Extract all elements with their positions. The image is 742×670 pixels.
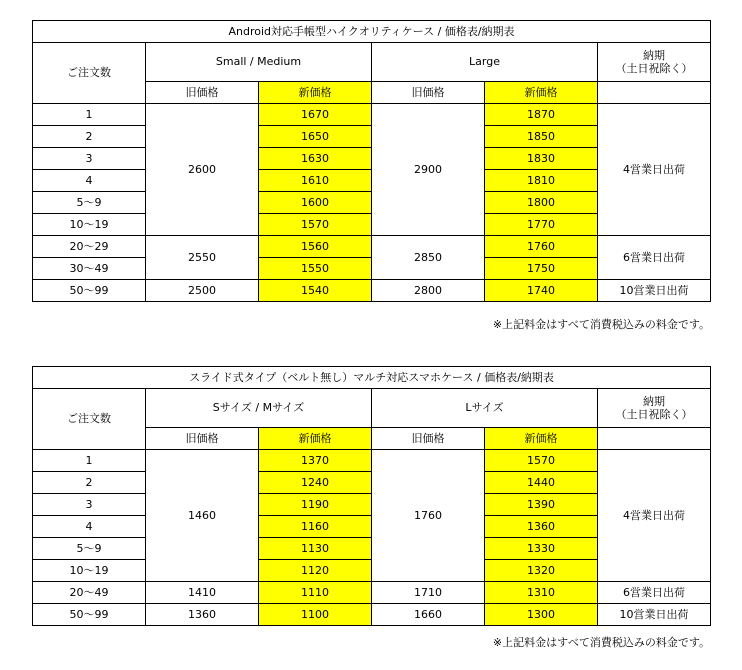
- qty-cell: 2: [33, 472, 146, 494]
- new-price-label: 新価格: [485, 428, 598, 450]
- price-table-android: [32, 20, 711, 302]
- qty-cell: 10〜19: [33, 560, 146, 582]
- new-price-s-m: 1100: [259, 604, 372, 626]
- footnote: ※上記料金はすべて消費税込みの料金です。: [492, 318, 710, 331]
- new-price-large: 1760: [485, 236, 598, 258]
- old-price-l: 1760: [372, 450, 485, 582]
- delivery-cell: 6営業日出荷: [598, 236, 711, 280]
- new-price-large: 1870: [485, 104, 598, 126]
- old-price-large: 2850: [372, 236, 485, 280]
- qty-cell: 3: [33, 494, 146, 516]
- delivery-header-line1: 納期: [643, 394, 666, 408]
- old-price-large: 2900: [372, 104, 485, 236]
- delivery-cell: 6営業日出荷: [598, 582, 711, 604]
- new-price-large: 1770: [485, 214, 598, 236]
- new-price-small-medium: 1600: [259, 192, 372, 214]
- price-table-slide: [32, 366, 711, 626]
- delivery-subheader-empty: [598, 82, 711, 104]
- old-price-large: 2800: [372, 280, 485, 302]
- new-price-l: 1310: [485, 582, 598, 604]
- delivery-cell: 4営業日出荷: [598, 450, 711, 582]
- qty-cell: 1: [33, 450, 146, 472]
- qty-cell: 5〜9: [33, 192, 146, 214]
- new-price-small-medium: 1650: [259, 126, 372, 148]
- new-price-large: 1850: [485, 126, 598, 148]
- qty-cell: 50〜99: [33, 604, 146, 626]
- delivery-subheader-empty: [598, 428, 711, 450]
- qty-cell: 2: [33, 126, 146, 148]
- old-price-label: 旧価格: [146, 82, 259, 104]
- old-price-s-m: 1360: [146, 604, 259, 626]
- new-price-label: 新価格: [259, 82, 372, 104]
- qty-header: ご注文数: [33, 43, 146, 104]
- qty-cell: 4: [33, 516, 146, 538]
- new-price-l: 1570: [485, 450, 598, 472]
- old-price-l: 1660: [372, 604, 485, 626]
- qty-cell: 20〜49: [33, 582, 146, 604]
- new-price-large: 1830: [485, 148, 598, 170]
- new-price-large: 1800: [485, 192, 598, 214]
- footnote: ※上記料金はすべて消費税込みの料金です。: [492, 636, 710, 649]
- old-price-small-medium: 2600: [146, 104, 259, 236]
- qty-cell: 5〜9: [33, 538, 146, 560]
- old-price-label: 旧価格: [372, 428, 485, 450]
- new-price-small-medium: 1560: [259, 236, 372, 258]
- qty-cell: 30〜49: [33, 258, 146, 280]
- new-price-s-m: 1370: [259, 450, 372, 472]
- new-price-s-m: 1190: [259, 494, 372, 516]
- qty-cell: 3: [33, 148, 146, 170]
- size-header-s-m: Sサイズ / Mサイズ: [146, 389, 372, 428]
- qty-cell: 50〜99: [33, 280, 146, 302]
- new-price-l: 1320: [485, 560, 598, 582]
- qty-header: ご注文数: [33, 389, 146, 450]
- new-price-small-medium: 1570: [259, 214, 372, 236]
- new-price-small-medium: 1550: [259, 258, 372, 280]
- old-price-s-m: 1460: [146, 450, 259, 582]
- old-price-small-medium: 2550: [146, 236, 259, 280]
- delivery-cell: 10営業日出荷: [598, 604, 711, 626]
- new-price-l: 1360: [485, 516, 598, 538]
- new-price-small-medium: 1670: [259, 104, 372, 126]
- delivery-cell: 10営業日出荷: [598, 280, 711, 302]
- new-price-label: 新価格: [259, 428, 372, 450]
- size-header-l: Lサイズ: [372, 389, 598, 428]
- new-price-l: 1440: [485, 472, 598, 494]
- new-price-small-medium: 1610: [259, 170, 372, 192]
- delivery-header-line2: （土日祝除く）: [615, 62, 693, 75]
- new-price-l: 1300: [485, 604, 598, 626]
- old-price-small-medium: 2500: [146, 280, 259, 302]
- qty-cell: 10〜19: [33, 214, 146, 236]
- qty-cell: 1: [33, 104, 146, 126]
- new-price-s-m: 1120: [259, 560, 372, 582]
- delivery-header-line2: （土日祝除く）: [615, 408, 693, 421]
- size-header-small-medium: Small / Medium: [146, 43, 372, 82]
- new-price-label: 新価格: [485, 82, 598, 104]
- delivery-header-line1: 納期: [643, 48, 665, 62]
- old-price-s-m: 1410: [146, 582, 259, 604]
- qty-cell: 20〜29: [33, 236, 146, 258]
- new-price-small-medium: 1630: [259, 148, 372, 170]
- new-price-s-m: 1240: [259, 472, 372, 494]
- old-price-label: 旧価格: [372, 82, 485, 104]
- new-price-s-m: 1160: [259, 516, 372, 538]
- new-price-l: 1330: [485, 538, 598, 560]
- new-price-large: 1750: [485, 258, 598, 280]
- table-title: スライド式タイプ（ベルト無し）マルチ対応スマホケース / 価格表/納期表: [33, 367, 711, 389]
- table-title: Android対応手帳型ハイクオリティケース / 価格表/納期表: [33, 21, 711, 43]
- old-price-label: 旧価格: [146, 428, 259, 450]
- new-price-large: 1810: [485, 170, 598, 192]
- new-price-s-m: 1110: [259, 582, 372, 604]
- new-price-l: 1390: [485, 494, 598, 516]
- delivery-header: [598, 43, 711, 82]
- new-price-large: 1740: [485, 280, 598, 302]
- delivery-cell: 4営業日出荷: [598, 104, 711, 236]
- size-header-large: Large: [372, 43, 598, 82]
- delivery-header: [598, 389, 711, 428]
- new-price-small-medium: 1540: [259, 280, 372, 302]
- qty-cell: 4: [33, 170, 146, 192]
- new-price-s-m: 1130: [259, 538, 372, 560]
- old-price-l: 1710: [372, 582, 485, 604]
